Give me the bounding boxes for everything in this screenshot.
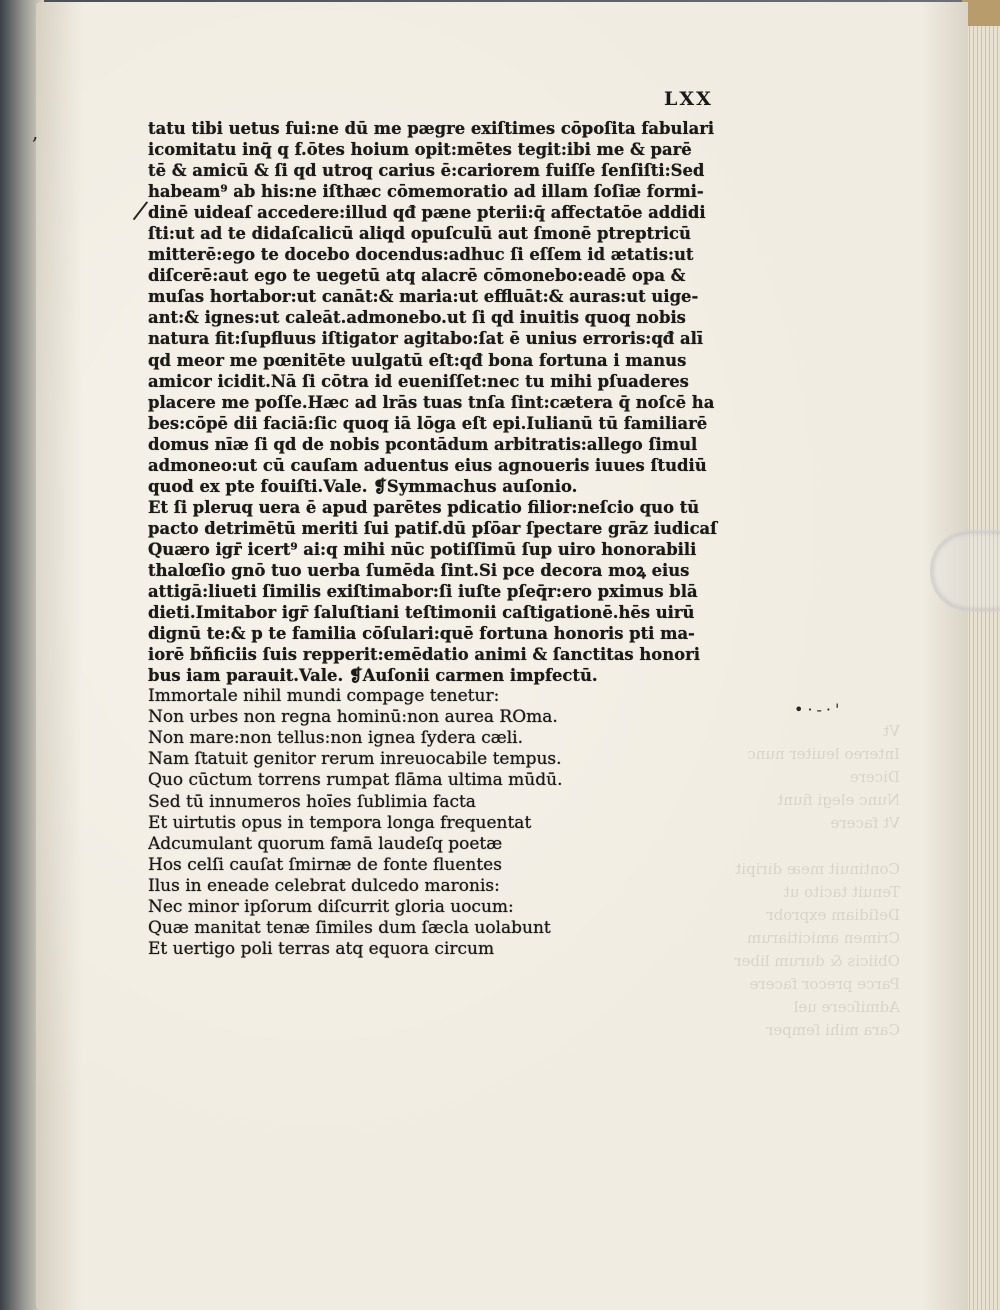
text-line: Hos celſi cauſat ſmirnæ de fonte fluentes <box>148 854 502 875</box>
show-through-line: Tenuit tacito ut <box>783 883 900 901</box>
text-line: bus iam parauit.Vale. ❡Auſonii carmen impfectū. <box>148 666 598 686</box>
text-line: Adcumulant quorum famā laudeſq poetæ <box>148 833 503 854</box>
text-line: thalœſio gnō tuo uerba ſumēda ſint.Si pce decora moꝝ eius <box>148 560 690 580</box>
archival-clip <box>930 530 1000 612</box>
text-line: pacto detrimētū meriti ſui patif.dū pſōar ſpectare grāz iudicaſ <box>148 518 718 538</box>
show-through-line: Intereo leuiter nunc <box>747 745 900 763</box>
text-line: bes:cōpē dii faciā:ſic quoq iā lōga eſt epi.Iulianū tū familiarē <box>148 413 708 433</box>
text-line: habeam⁹ ab his:ne iſthæc cōmemoratio ad illam ſoſiæ formi- <box>148 182 704 202</box>
text-line: tatu tibi uetus fui:ne dū me pægre exiſtimes cōpoſita fabulari <box>148 119 715 138</box>
text-line: mitterē:ego te docebo docendus:adhuc ſi eſſem id ætatis:ut <box>148 245 694 265</box>
text-line: Et uertigo poli terras atq equora circum <box>148 938 495 959</box>
show-through-line: Dicere <box>849 768 900 786</box>
text-line: icomitatu inq̄ q f.ōtes hoium opit:mētes tegit:ibi me & parē <box>148 140 692 160</box>
text-line: Nec minor ipſorum diſcurrit gloria uocum: <box>148 896 514 917</box>
text-line: ſti:ut ad te didaſcalicū aliqd opuſculū aut ſmonē ptreptricū <box>148 224 691 244</box>
text-line: Et ſi pleruq uera ē apud parētes pdicatio filior:neſcio quo tū <box>148 497 700 517</box>
text-line: dieti.Imitabor igr̄ ſaluſtiani teſtimonii caſtigationē.hēs uirū <box>148 603 695 623</box>
show-through-line: Vt <box>883 722 900 740</box>
show-through-line: Nunc elegi fiunt <box>777 791 900 809</box>
text-line: muſas hortabor:ut canāt:& maria:ut effluāt:& auras:ut uige- <box>148 287 699 307</box>
text-block <box>148 118 738 960</box>
show-through-line: Parce precor facere <box>749 975 900 993</box>
margin-mark: / <box>131 195 150 227</box>
text-line: quod ex pte fouiſti.Vale. ❡Symmachus auſonio. <box>148 476 578 496</box>
margin-mark: , <box>32 120 39 144</box>
text-line: attigā:liueti ſimilis exiſtimabor:ſi iuſte pſeq̄r:ero pximus blā <box>148 582 698 602</box>
text-line: diſcerē:aut ego te uegetū atq alacrē cōmonebo:eadē opa & <box>148 266 686 286</box>
text-line: placere me poſſe.Hæc ad lrās tuas tnſa ſint:cætera q̄ noſcē ha <box>148 392 715 412</box>
show-through-line: Crimen amicitiarum <box>747 929 900 947</box>
show-through-line: Deſidiam exprobr <box>766 906 900 924</box>
text-line: admoneo:ut cū cauſam aduentus eius agnoueris iuues ſtudiū <box>148 455 707 475</box>
text-line: natura fit:ſupfluus iſtigator agitabo:ſat ē unius erroris:qđ alī <box>148 329 704 349</box>
show-through-line: Continuit meæ diripit <box>735 860 900 878</box>
text-line: dinē uideaſ accedere:illud qđ pæne pterii:q̄ affectatōe addidi <box>148 203 706 223</box>
show-through-line: Obiicis & durum liber <box>734 952 900 970</box>
text-line: amicor icidit.Nā ſi cōtra id eueniſſet:nec tu mihi pſuaderes <box>148 371 689 391</box>
text-line: tē & amicū & ſi qd utroq carius ē:cariorem fuiſſe ſenſiſti:Sed <box>148 161 705 181</box>
folio-number: LXX <box>664 88 713 110</box>
show-through-line: Cara mihi ſemper <box>766 1021 900 1039</box>
text-line: Nam ſtatuit genitor rerum inreuocabile tempus. <box>148 749 562 770</box>
text-line: dignū te:& p te familia cōſulari:quē fortuna honoris pti ma- <box>148 624 695 644</box>
text-line: Non urbes non regna hominū:non aurea ROma. <box>148 707 558 728</box>
text-line: Quæro igr̄ icert⁹ ai:q mihi nūc potiſſimū ſup uiro honorabili <box>148 539 697 559</box>
text-line: Immortale nihil mundi compage tenetur: <box>148 686 500 707</box>
text-line: domus nīæ ſi qd de nobis pcontādum arbitratis:allego ſimul <box>148 434 698 454</box>
text-line: Et uirtutis opus in tempora longa frequentat <box>148 812 532 833</box>
text-line: Non mare:non tellus:non ignea ſydera cæli. <box>148 728 524 749</box>
text-line: Quo cūctum torrens rumpat flāma ultima mūdū. <box>148 770 563 791</box>
text-line: Quæ manitat tenæ ſimiles dum ſæcla uolabunt <box>148 917 551 938</box>
text-line: ant:& ignes:ut caleāt.admonebo.ut ſi qd inuitis quoq nobis <box>148 308 686 328</box>
text-line: Sed tū innumeros hoīes ſublimia facta <box>148 791 476 812</box>
text-line: iorē bñficiis ſuis repperit:emēdatio animi & ſanctitas honori <box>148 645 700 665</box>
text-line: Ilus in eneade celebrat dulcedo maronis: <box>148 875 500 896</box>
show-through-line: Vt facere <box>830 814 900 832</box>
show-through-line: Admiſcere uel <box>793 998 900 1016</box>
text-line: qd meor me pœnitēte uulgatū eſt:qđ bona fortuna i manus <box>148 350 687 370</box>
margin-mark: •·-·' <box>794 700 844 719</box>
